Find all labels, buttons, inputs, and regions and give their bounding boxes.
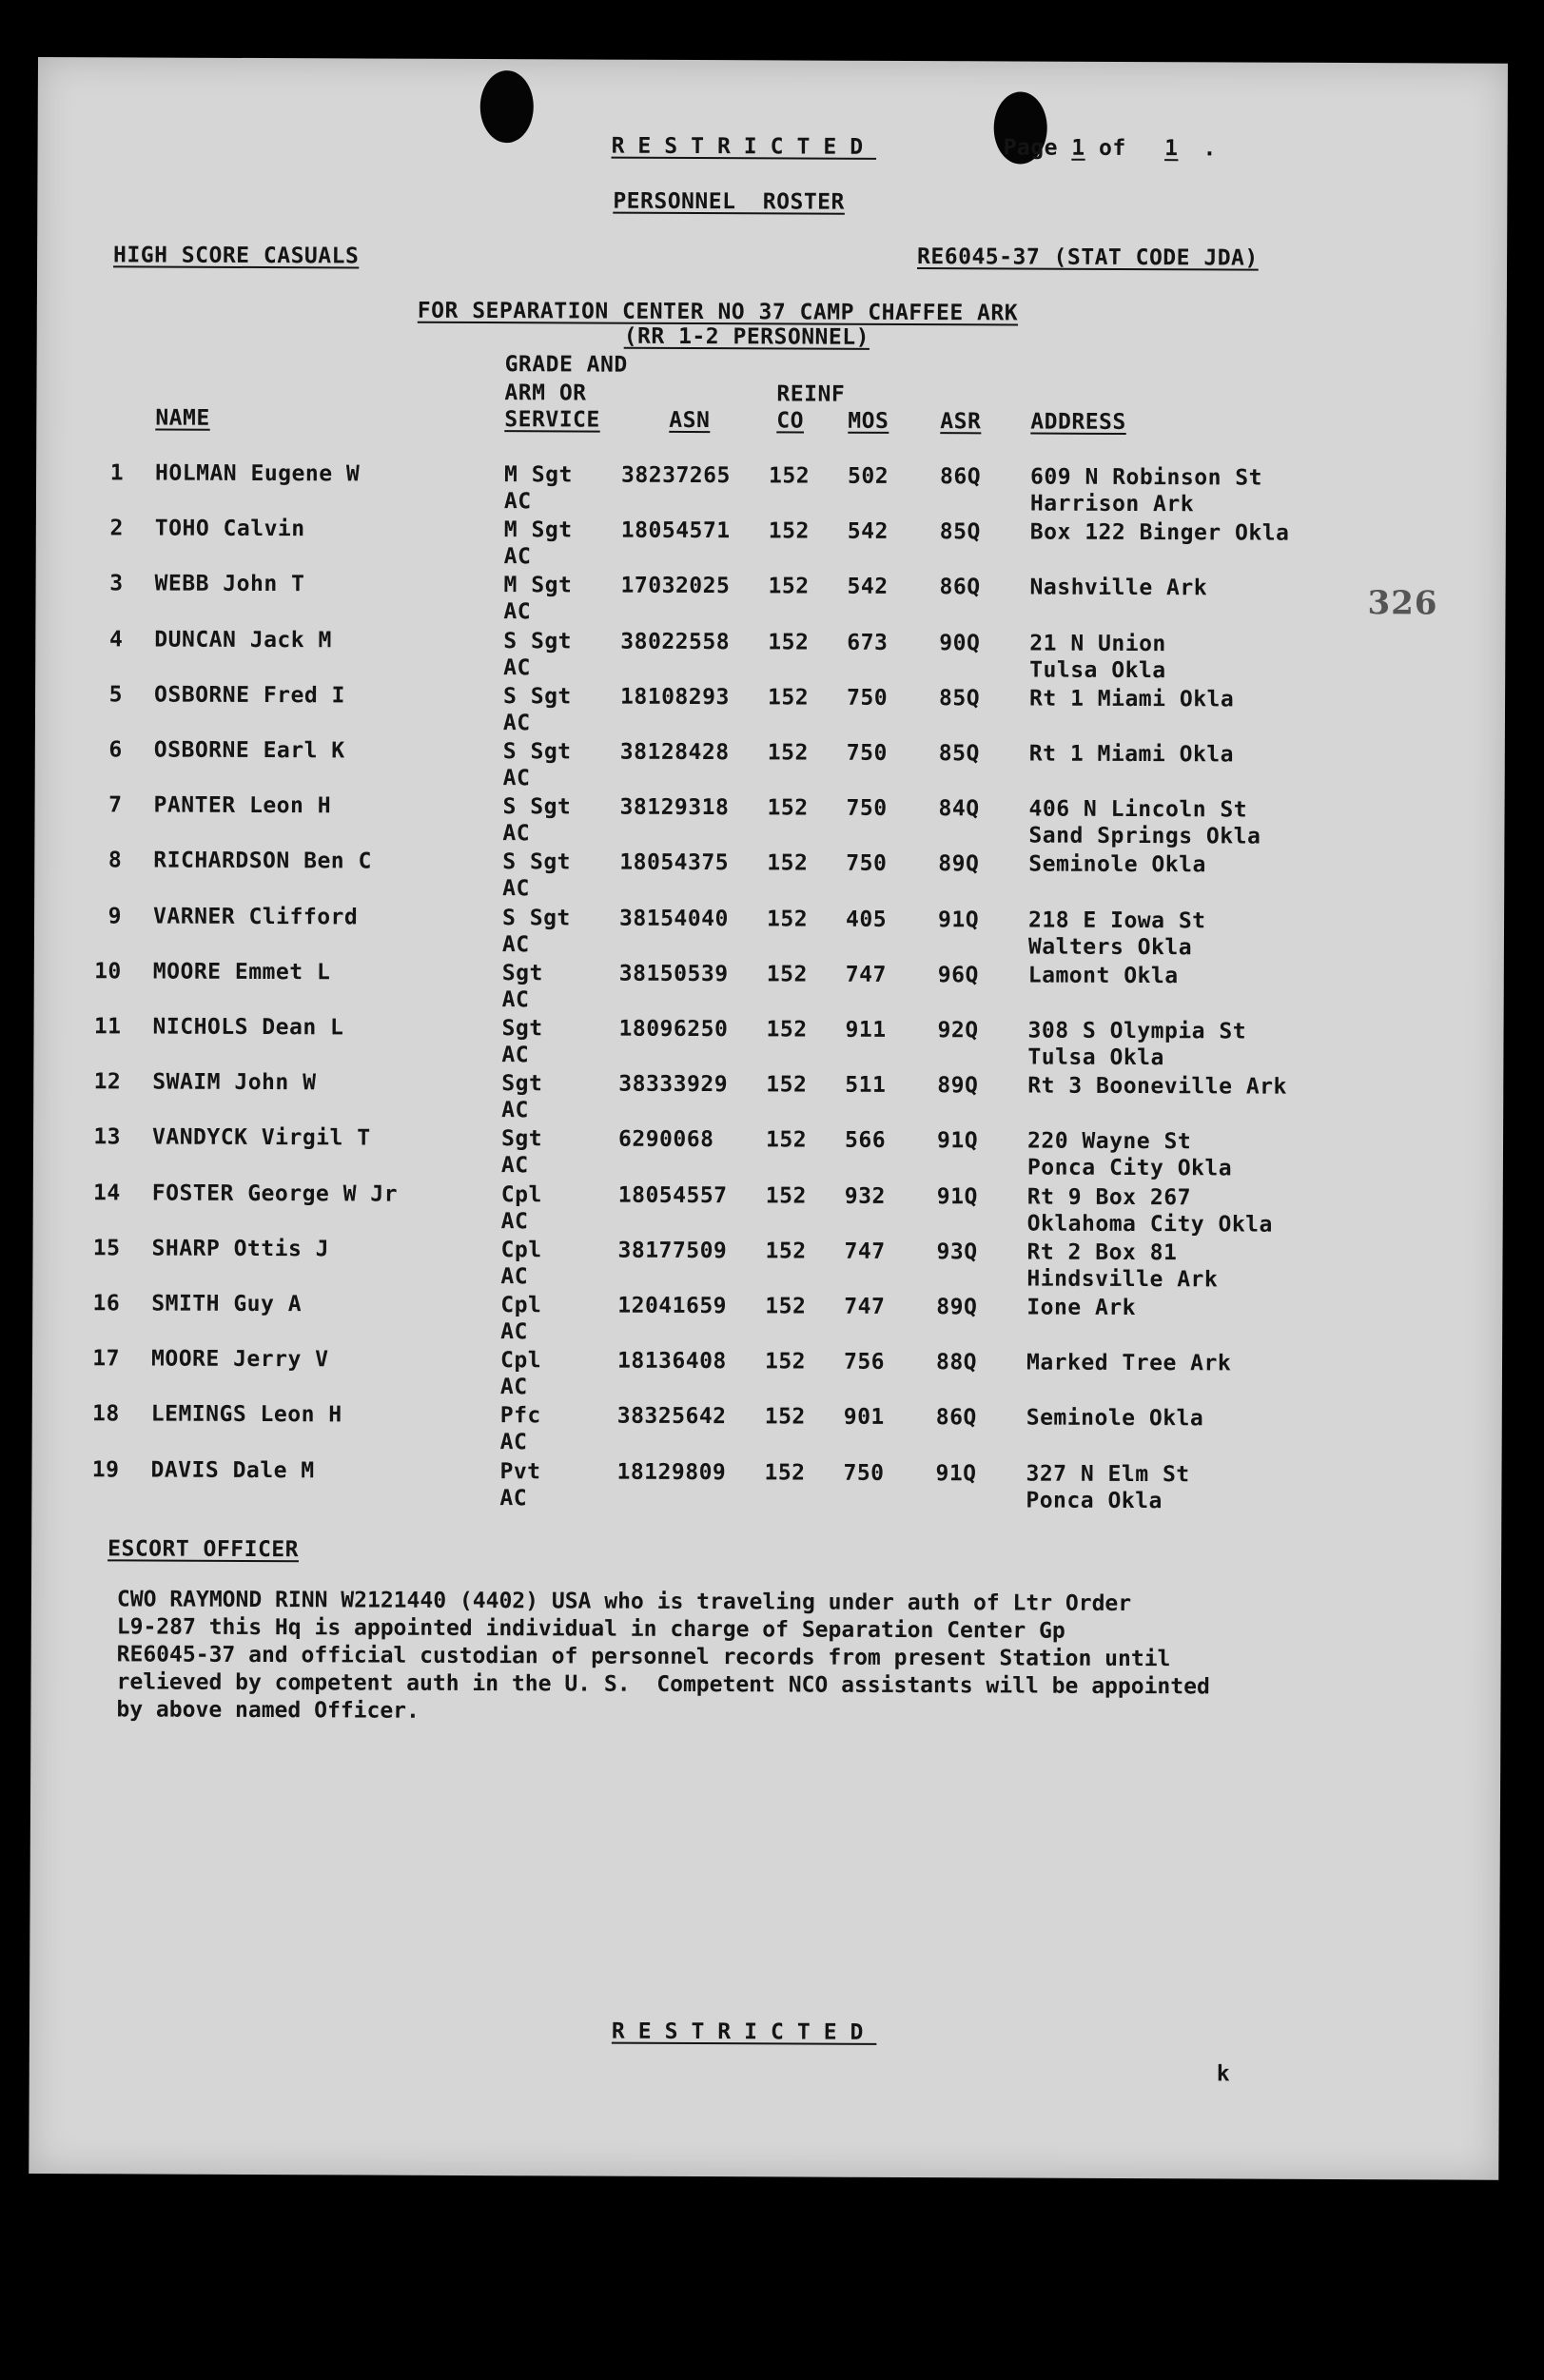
row-grade: Cpl — [500, 1237, 542, 1263]
row-name: LEMINGS Leon H — [150, 1401, 342, 1428]
row-grade: Cpl — [500, 1181, 542, 1207]
row-num: 10 — [94, 959, 122, 985]
row-address: 218 E Iowa St — [1027, 907, 1206, 933]
row-mos: 502 — [848, 463, 889, 489]
row-asr: 88Q — [935, 1350, 978, 1375]
row-asn: 6290068 — [617, 1127, 714, 1153]
row-arm: AC — [501, 1098, 529, 1123]
row-num: 7 — [108, 792, 123, 818]
row-name: PANTER Leon H — [153, 792, 332, 819]
row-arm: AC — [500, 1319, 528, 1345]
row-name: DAVIS Dale M — [150, 1457, 315, 1483]
row-num: 1 — [109, 460, 125, 486]
roster-page — [29, 57, 1508, 2180]
row-arm: AC — [501, 1043, 530, 1068]
row-address-line2: Tulsa Okla — [1029, 657, 1166, 683]
row-grade: M Sgt — [503, 573, 573, 598]
row-co: 152 — [764, 1404, 806, 1430]
row-co: 152 — [766, 1017, 808, 1043]
row-arm: AC — [502, 821, 531, 847]
footer-initial: k — [1216, 2061, 1231, 2087]
row-co: 152 — [765, 1294, 807, 1319]
row-grade: S Sgt — [502, 905, 571, 931]
row-asn: 38154040 — [618, 906, 729, 931]
row-asn: 38022558 — [620, 629, 731, 654]
margin-page-number: 326 — [1367, 584, 1438, 623]
row-num: 8 — [107, 848, 123, 873]
row-grade: M Sgt — [504, 462, 573, 488]
page-number: 1 — [1071, 135, 1085, 161]
col-reinf: REINF — [776, 381, 846, 407]
row-name: DUNCAN Jack M — [154, 627, 332, 653]
row-asn: 38128428 — [619, 739, 730, 766]
row-mos: 747 — [844, 1294, 886, 1319]
row-num: 4 — [108, 626, 124, 652]
row-name: SMITH Guy A — [151, 1291, 303, 1317]
row-address: Lamont Okla — [1027, 963, 1179, 989]
row-name: WEBB John T — [154, 571, 305, 597]
row-arm: AC — [499, 1485, 528, 1511]
row-asr: 90Q — [939, 630, 981, 655]
row-num: 18 — [92, 1401, 120, 1427]
row-asr: 91Q — [936, 1183, 978, 1209]
row-mos: 747 — [845, 962, 887, 987]
row-mos: 747 — [844, 1239, 886, 1264]
row-mos: 750 — [847, 685, 889, 711]
row-co: 152 — [765, 1239, 807, 1264]
row-co: 152 — [769, 463, 811, 489]
row-arm: AC — [503, 489, 532, 515]
row-mos: 901 — [843, 1405, 885, 1431]
row-arm: AC — [502, 766, 531, 791]
row-name: SWAIM John W — [152, 1069, 317, 1096]
row-address: Rt 1 Miami Okla — [1029, 686, 1235, 712]
row-co: 152 — [764, 1459, 806, 1486]
row-mos: 511 — [845, 1072, 887, 1099]
row-grade: Pfc — [499, 1403, 541, 1429]
row-arm: AC — [499, 1430, 528, 1455]
row-grade: S Sgt — [503, 628, 573, 654]
row-arm: AC — [501, 931, 530, 957]
col-grade-1: GRADE AND — [504, 352, 628, 378]
col-address: ADDRESS — [1030, 409, 1126, 435]
row-address: Box 122 Binger Okla — [1029, 519, 1290, 546]
right-title: RE6045-37 (STAT CODE JDA) — [917, 244, 1259, 271]
row-asr: 84Q — [938, 796, 980, 822]
row-asr: 86Q — [935, 1405, 977, 1431]
row-num: 12 — [93, 1069, 122, 1095]
left-title: HIGH SCORE CASUALS — [113, 243, 360, 269]
row-asr: 85Q — [939, 519, 981, 545]
row-asr: 86Q — [939, 575, 981, 600]
row-mos: 756 — [843, 1349, 886, 1375]
row-mos: 405 — [845, 907, 888, 932]
row-asn: 18096250 — [618, 1016, 729, 1043]
for-line: FOR SEPARATION CENTER NO 37 CAMP CHAFFEE ARK — [417, 298, 1019, 326]
row-grade: Sgt — [501, 1071, 543, 1097]
row-asn: 18129809 — [616, 1459, 727, 1485]
row-num: 5 — [108, 682, 124, 708]
escort-line: relieved by competent auth in the U. S. Competent NCO assistants will be appointed — [116, 1669, 1210, 1700]
row-mos: 911 — [845, 1017, 887, 1043]
row-asn: 38237265 — [621, 462, 731, 489]
row-address-line2: Harrison Ark — [1029, 491, 1195, 517]
of-label: of — [1099, 135, 1126, 161]
sub-line: (RR 1-2 PERSONNEL) — [623, 323, 870, 350]
row-grade: M Sgt — [503, 517, 573, 543]
row-address: Rt 1 Miami Okla — [1028, 741, 1235, 768]
col-mos: MOS — [848, 408, 889, 434]
row-mos: 750 — [846, 851, 888, 877]
punch-hole — [480, 70, 534, 143]
row-co: 152 — [768, 574, 810, 599]
row-address-line2: Ponca Okla — [1026, 1488, 1163, 1513]
restricted-top-label: RESTRICTED — [611, 133, 877, 160]
row-co: 152 — [768, 518, 810, 544]
row-arm: AC — [500, 1208, 529, 1234]
row-co: 152 — [768, 685, 810, 711]
row-grade: Cpl — [499, 1348, 542, 1374]
row-address-line2: Hindsville Ark — [1026, 1266, 1219, 1293]
row-grade: S Sgt — [502, 849, 572, 875]
row-name: NICHOLS Dean L — [152, 1014, 344, 1041]
col-name: NAME — [155, 405, 210, 431]
row-address: Ione Ark — [1026, 1295, 1137, 1321]
row-name: MOORE Emmet L — [152, 959, 331, 985]
row-mos: 750 — [846, 795, 888, 822]
row-co: 152 — [767, 795, 809, 821]
row-num: 15 — [92, 1236, 121, 1261]
row-co: 152 — [764, 1349, 807, 1375]
escort-line: by above named Officer. — [116, 1697, 420, 1724]
row-grade: Sgt — [500, 1126, 543, 1152]
row-name: OSBORNE Earl K — [153, 737, 345, 764]
row-address-line2: Walters Okla — [1027, 934, 1193, 960]
row-co: 152 — [766, 906, 809, 932]
escort-line: L9-287 this Hq is appointed individual in charge of Separation Center Gp — [116, 1614, 1065, 1644]
row-co: 152 — [768, 629, 810, 655]
row-mos: 673 — [847, 630, 889, 655]
row-asr: 91Q — [936, 1128, 979, 1154]
row-asn: 38333929 — [618, 1071, 729, 1098]
row-num: 17 — [92, 1346, 121, 1372]
row-asr: 91Q — [935, 1460, 977, 1486]
row-grade: Sgt — [501, 960, 543, 986]
row-name: VARNER Clifford — [153, 904, 359, 930]
row-name: OSBORNE Fred I — [154, 682, 346, 709]
row-arm: AC — [500, 1153, 529, 1179]
row-address: 609 N Robinson St — [1030, 464, 1263, 491]
row-num: 16 — [92, 1291, 121, 1317]
row-address: Marked Tree Ark — [1026, 1350, 1232, 1376]
row-co: 152 — [766, 1072, 808, 1098]
row-asr: 96Q — [937, 962, 979, 988]
row-arm: AC — [503, 544, 532, 570]
row-address: Rt 9 Box 267 — [1026, 1184, 1192, 1210]
row-asn: 18136408 — [616, 1348, 727, 1375]
row-mos: 542 — [847, 575, 889, 600]
row-asr: 85Q — [939, 685, 981, 712]
row-name: VANDYCK Virgil T — [151, 1124, 371, 1151]
row-asn: 12041659 — [617, 1293, 728, 1319]
row-address: Rt 3 Booneville Ark — [1027, 1073, 1287, 1100]
row-name: SHARP Ottis J — [151, 1236, 330, 1262]
escort-title: ESCORT OFFICER — [107, 1536, 300, 1563]
row-co: 152 — [765, 1127, 808, 1153]
row-asr: 93Q — [936, 1239, 978, 1265]
row-asr: 91Q — [937, 907, 980, 932]
row-num: 14 — [93, 1180, 121, 1205]
row-arm: AC — [502, 876, 530, 902]
row-arm: AC — [503, 654, 531, 680]
row-address: 21 N Union — [1029, 631, 1166, 656]
col-asn: ASN — [669, 407, 711, 434]
row-asr: 89Q — [938, 851, 980, 877]
row-mos: 542 — [847, 518, 889, 545]
row-name: HOLMAN Eugene W — [155, 460, 361, 487]
row-asn: 18108293 — [620, 684, 730, 710]
row-grade: Cpl — [500, 1293, 542, 1318]
row-grade: S Sgt — [502, 794, 572, 820]
row-num: 19 — [91, 1456, 120, 1482]
row-asn: 38325642 — [616, 1404, 727, 1430]
row-address: 308 S Olympia St — [1027, 1018, 1247, 1044]
row-arm: AC — [502, 710, 531, 736]
row-co: 152 — [766, 962, 808, 987]
row-address: 406 N Lincoln St — [1028, 796, 1248, 823]
row-asn: 38129318 — [619, 794, 730, 821]
row-address-line2: Tulsa Okla — [1027, 1044, 1164, 1071]
row-asn: 38177509 — [617, 1238, 728, 1263]
row-arm: AC — [499, 1375, 528, 1400]
row-num: 11 — [93, 1014, 122, 1040]
row-asn: 18054557 — [617, 1182, 728, 1208]
row-co: 152 — [767, 740, 809, 766]
row-num: 2 — [109, 516, 124, 541]
row-asn: 18054375 — [619, 850, 730, 876]
row-asr: 85Q — [938, 741, 980, 767]
row-arm: AC — [500, 1263, 529, 1290]
row-address-line2: Sand Springs Okla — [1028, 823, 1261, 849]
row-mos: 932 — [844, 1183, 886, 1209]
row-asr: 92Q — [937, 1018, 979, 1044]
col-grade-3: SERVICE — [504, 407, 600, 433]
col-grade-2: ARM OR — [504, 380, 587, 406]
row-asn: 18054571 — [620, 517, 731, 544]
row-address: Rt 2 Box 81 — [1026, 1239, 1178, 1266]
row-name: MOORE Jerry V — [150, 1346, 329, 1373]
row-address: 327 N Elm St — [1026, 1461, 1190, 1487]
escort-line: CWO RAYMOND RINN W2121440 (4402) USA who is traveling under auth of Ltr Order — [116, 1587, 1132, 1617]
page-indicator: Page 1 of 1 . — [1003, 135, 1217, 162]
row-grade: Sgt — [501, 1016, 543, 1042]
row-address-line2: Oklahoma City Okla — [1026, 1211, 1273, 1238]
row-arm: AC — [503, 599, 532, 625]
row-arm: AC — [501, 986, 530, 1013]
row-num: 3 — [109, 571, 124, 596]
row-mos: 750 — [843, 1460, 885, 1486]
row-asr: 89Q — [937, 1073, 979, 1099]
row-address-line2: Ponca City Okla — [1026, 1155, 1233, 1181]
row-co: 152 — [767, 850, 809, 876]
row-name: TOHO Calvin — [154, 516, 305, 542]
page-label: Page — [1003, 135, 1059, 161]
col-co: CO — [776, 408, 805, 434]
row-mos: 566 — [844, 1128, 887, 1154]
row-num: 9 — [107, 903, 123, 928]
row-mos: 750 — [846, 740, 888, 766]
col-asr: ASR — [940, 409, 982, 435]
row-co: 152 — [765, 1182, 807, 1209]
row-address: 220 Wayne St — [1026, 1128, 1192, 1155]
row-grade: S Sgt — [503, 683, 572, 710]
row-address: Nashville Ark — [1029, 575, 1208, 601]
escort-line: RE6045-37 and official custodian of personnel records from present Station until — [116, 1642, 1171, 1672]
row-name: FOSTER George W Jr — [151, 1180, 399, 1207]
row-asr: 89Q — [936, 1295, 978, 1320]
escort-paragraph — [116, 1586, 1210, 1728]
roster-title: PERSONNEL ROSTER — [613, 188, 845, 215]
row-address: Seminole Okla — [1028, 851, 1206, 878]
restricted-bottom-label: RESTRICTED — [611, 2019, 877, 2045]
row-asn: 17032025 — [620, 574, 731, 599]
row-asr: 86Q — [940, 464, 982, 490]
row-address: Seminole Okla — [1026, 1405, 1204, 1432]
page-total: 1 — [1164, 136, 1179, 162]
row-num: 6 — [108, 737, 123, 763]
row-asn: 38150539 — [618, 961, 729, 986]
row-num: 13 — [93, 1124, 122, 1150]
row-grade: Pvt — [499, 1458, 541, 1484]
row-grade: S Sgt — [502, 739, 572, 765]
row-name: RICHARDSON Ben C — [153, 848, 372, 874]
